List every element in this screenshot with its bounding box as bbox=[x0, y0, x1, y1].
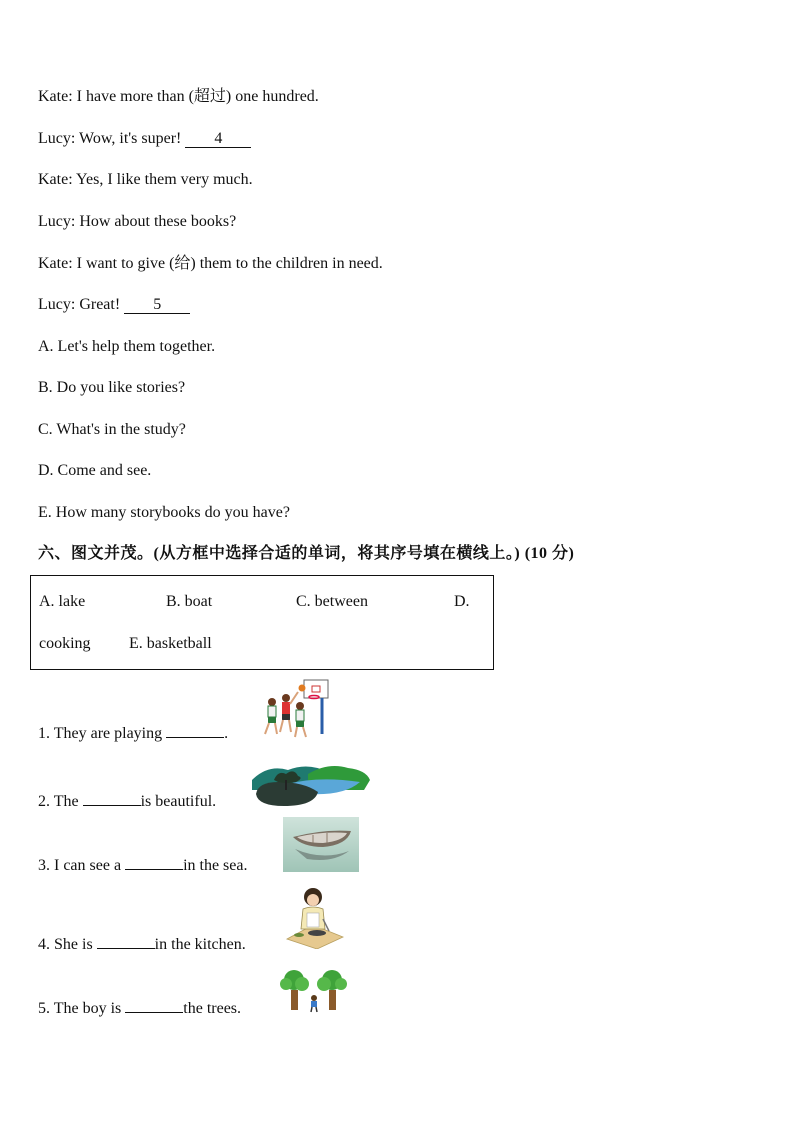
choice-e: E. How many storybooks do you have? bbox=[38, 504, 290, 521]
choice-b: B. Do you like stories? bbox=[38, 379, 186, 396]
basketball-players-picture bbox=[258, 676, 334, 740]
dialogue-line-6 bbox=[38, 295, 190, 315]
boy-between-trees-picture bbox=[280, 968, 348, 1014]
dialogue-line-2-text: Lucy: Wow, it's super! bbox=[38, 130, 186, 147]
choice-d: D. Come and see. bbox=[38, 462, 152, 479]
dialogue-line-2 bbox=[38, 129, 251, 149]
section-6-title: 六、图文并茂。 bbox=[38, 545, 154, 562]
dialogue-line-5: Kate: I want to give (给) them to the children in need. bbox=[38, 255, 383, 272]
sentence-2-blank[interactable] bbox=[83, 805, 141, 806]
answer-blank-4[interactable]: 4 bbox=[185, 131, 251, 148]
sentence-3 bbox=[38, 856, 247, 876]
sentence-4-blank[interactable] bbox=[97, 948, 155, 949]
sentence-1-blank[interactable] bbox=[166, 737, 224, 738]
dialogue-line-6-text: Lucy: Great! bbox=[38, 296, 125, 313]
choice-c: C. What's in the study? bbox=[38, 421, 186, 438]
answer-blank-5[interactable]: 5 bbox=[124, 297, 190, 314]
sentence-1-text: 1. They are playing bbox=[38, 725, 167, 742]
section-6-score: (10 分) bbox=[524, 545, 575, 562]
sentence-2-text: 2. The bbox=[38, 793, 83, 810]
sentence-2-end: is beautiful. bbox=[140, 793, 217, 810]
section-6-heading bbox=[38, 544, 574, 564]
word-option-c: C. between bbox=[296, 593, 368, 610]
sentence-5 bbox=[38, 999, 241, 1019]
sentence-5-blank[interactable] bbox=[125, 1012, 183, 1013]
word-option-e: E. basketball bbox=[129, 635, 212, 652]
sentence-5-text: 5. The boy is bbox=[38, 1000, 126, 1017]
section-6-instruction: (从方框中选择合适的单词，将其序号填在横线上。) bbox=[153, 545, 521, 562]
dialogue-line-1: Kate: I have more than (超过) one hundred. bbox=[38, 88, 319, 105]
sentence-2 bbox=[38, 792, 216, 812]
word-option-d-word: cooking bbox=[39, 635, 91, 652]
sentence-3-text: 3. I can see a bbox=[38, 857, 126, 874]
choice-a: A. Let's help them together. bbox=[38, 338, 216, 355]
word-option-b: B. boat bbox=[166, 593, 213, 610]
sentence-3-blank[interactable] bbox=[125, 869, 183, 870]
word-option-a: A. lake bbox=[39, 593, 86, 610]
dialogue-line-3: Kate: Yes, I like them very much. bbox=[38, 171, 253, 188]
girl-cooking-picture bbox=[283, 885, 345, 949]
boat-picture bbox=[283, 817, 359, 872]
sentence-1 bbox=[38, 724, 228, 744]
sentence-3-end: in the sea. bbox=[183, 857, 248, 874]
lake-landscape-picture bbox=[248, 760, 372, 808]
word-box bbox=[30, 575, 494, 670]
sentence-1-end: . bbox=[224, 725, 229, 742]
sentence-5-end: the trees. bbox=[183, 1000, 242, 1017]
sentence-4 bbox=[38, 935, 246, 955]
sentence-4-end: in the kitchen. bbox=[154, 936, 246, 953]
word-option-d-label: D. bbox=[454, 593, 470, 610]
sentence-4-text: 4. She is bbox=[38, 936, 97, 953]
dialogue-line-4: Lucy: How about these books? bbox=[38, 213, 237, 230]
